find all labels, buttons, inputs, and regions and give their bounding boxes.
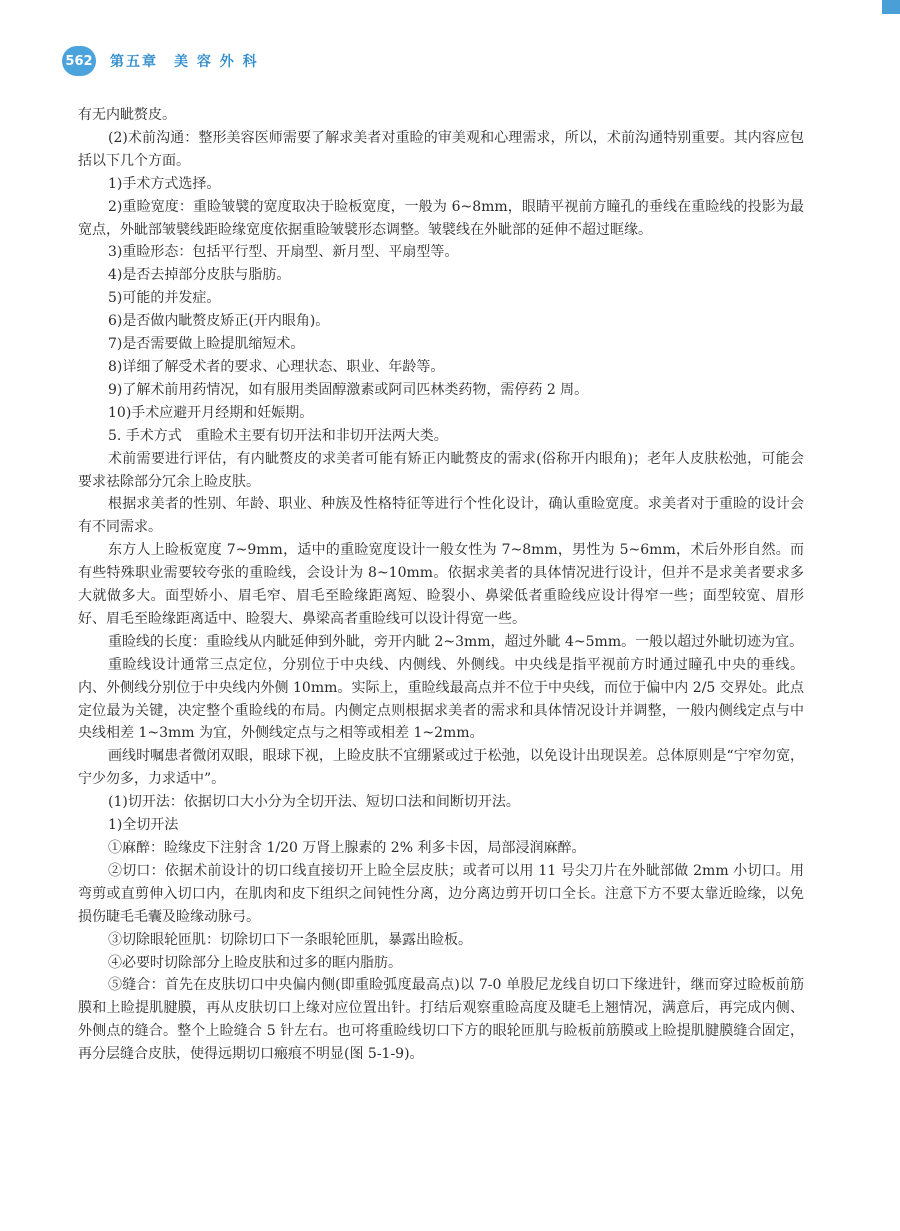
body-text — [78, 104, 804, 1066]
paragraph: 术前需要进行评估，有内眦赘皮的求美者可能有矫正内眦赘皮的需求(俗称开内眼角)；老年人皮肤松弛，可能会要求祛除部分冗余上睑皮肤。 — [78, 450, 804, 490]
paragraph: 1)全切开法 — [108, 817, 179, 834]
paragraph: 画线时嘱患者微闭双眼，眼球下视，上睑皮肤不宜绷紧或过于松弛，以免设计出现误差。总体原则是“宁窄勿宽，宁少勿多，力求适中”。 — [78, 748, 804, 788]
paragraph: 3)重睑形态：包括平行型、开扇型、新月型、平扇型等。 — [108, 244, 459, 261]
paragraph: ②切口：依据术前设计的切口线直接切开上睑全层皮肤；或者可以用 11 号尖刀片在外眦部做 2mm 小切口。用弯剪或直剪伸入切口内，在肌肉和皮下组织之间钝性分离，边分离边剪开切口全长。注意下方不要太靠近睑缘，以免损伤睫毛毛囊及睑缘动脉弓。 — [78, 862, 804, 925]
chapter-title: 第五章 美 容 外 科 — [110, 54, 259, 70]
paragraph: 8)详细了解受术者的要求、心理状态、职业、年龄等。 — [108, 358, 445, 375]
paragraph: 5. 手术方式 重睑术主要有切开法和非切开法两大类。 — [108, 427, 448, 444]
paragraph: 2)重睑宽度：重睑皱襞的宽度取决于睑板宽度，一般为 6~8mm，眼睛平视前方瞳孔的垂线在重睑线的投影为最宽点，外眦部皱襞线距睑缘宽度依据重睑皱襞形态调整。皱襞线在外眦部的延伸不超过眶缘。 — [78, 198, 804, 238]
paragraph: 根据求美者的性别、年龄、职业、种族及性格特征等进行个性化设计，确认重睑宽度。求美者对于重睑的设计会有不同需求。 — [78, 496, 804, 536]
paragraph: 东方人上睑板宽度 7~9mm，适中的重睑宽度设计一般女性为 7~8mm，男性为 5~6mm，术后外形自然。而有些特殊职业需要较夸张的重睑线，会设计为 8~10mm。依据求美者的具体情况进行设计，但并不是求美者要求多大就做多大。面型娇小、眉毛窄、眉毛至睑缘距离短、睑裂小、鼻梁低者重睑线应设计得窄一些；面型较宽、眉形好、眉毛至睑缘距离适中、睑裂大、鼻梁高者重睑线可以设计得宽一些。 — [78, 542, 804, 627]
page-number-badge: 562 — [62, 46, 96, 76]
paragraph: (1)切开法：依据切口大小分为全切开法、短切口法和间断切开法。 — [108, 794, 520, 811]
paragraph: (2)术前沟通：整形美容医师需要了解求美者对重睑的审美观和心理需求，所以，术前沟通特别重要。其内容应包括以下几个方面。 — [78, 129, 804, 169]
page-header — [62, 46, 259, 76]
paragraph: 4)是否去掉部分皮肤与脂肪。 — [108, 267, 291, 284]
paragraph: 1)手术方式选择。 — [108, 175, 221, 192]
paragraph: ④必要时切除部分上睑皮肤和过多的眶内脂肪。 — [108, 954, 402, 971]
paragraph: 有无内眦赘皮。 — [78, 107, 176, 123]
paragraph: 5)可能的并发症。 — [108, 290, 221, 307]
paragraph: ①麻醉：睑缘皮下注射含 1/20 万肾上腺素的 2% 利多卡因，局部浸润麻醉。 — [108, 840, 586, 856]
paragraph: ⑤缝合：首先在皮肤切口中央偏内侧(即重睑弧度最高点)以 7-0 单股尼龙线自切口下缘进针，继而穿过睑板前筋膜和上睑提肌腱膜，再从皮肤切口上缘对应位置出针。打结后观察重睑高度及睫毛上翘情况，满意后，再完成内侧、外侧点的缝合。整个上睑缝合 5 针左右。也可将重睑线切口下方的眼轮匝肌与睑板前筋膜或上睑提肌腱膜缝合固定，再分层缝合皮肤，使得远期切口瘢痕不明显(图 5-1-9)。 — [78, 977, 804, 1063]
paragraph: 9)了解术前用药情况，如有服用类固醇激素或阿司匹林类药物，需停药 2 周。 — [108, 381, 589, 398]
paragraph: 10)手术应避开月经期和妊娠期。 — [108, 404, 314, 421]
paragraph: 7)是否需要做上睑提肌缩短术。 — [108, 336, 305, 353]
paragraph: ③切除眼轮匝肌：切除切口下一条眼轮匝肌，暴露出睑板。 — [108, 931, 472, 948]
paragraph: 6)是否做内眦赘皮矫正(开内眼角)。 — [108, 313, 330, 330]
paragraph: 重睑线设计通常三点定位，分别位于中央线、内侧线、外侧线。中央线是指平视前方时通过瞳孔中央的垂线。内、外侧线分别位于中央线内外侧 10mm。实际上，重睑线最高点并不位于中央线，而位于偏中内 2/5 交界处。此点定位最为关键，决定整个重睑线的布局。内侧定点则根据求美者的需求和具体情况设计并调整，一般内侧线定点与中央线相差 1~3mm 为宜，外侧线定点与之相等或相差 1~2mm。 — [78, 656, 804, 742]
paragraph: 重睑线的长度：重睑线从内眦延伸到外眦，旁开内眦 2~3mm，超过外眦 4~5mm。一般以超过外眦切迹为宜。 — [108, 633, 804, 650]
corner-tab-mark — [882, 0, 900, 14]
